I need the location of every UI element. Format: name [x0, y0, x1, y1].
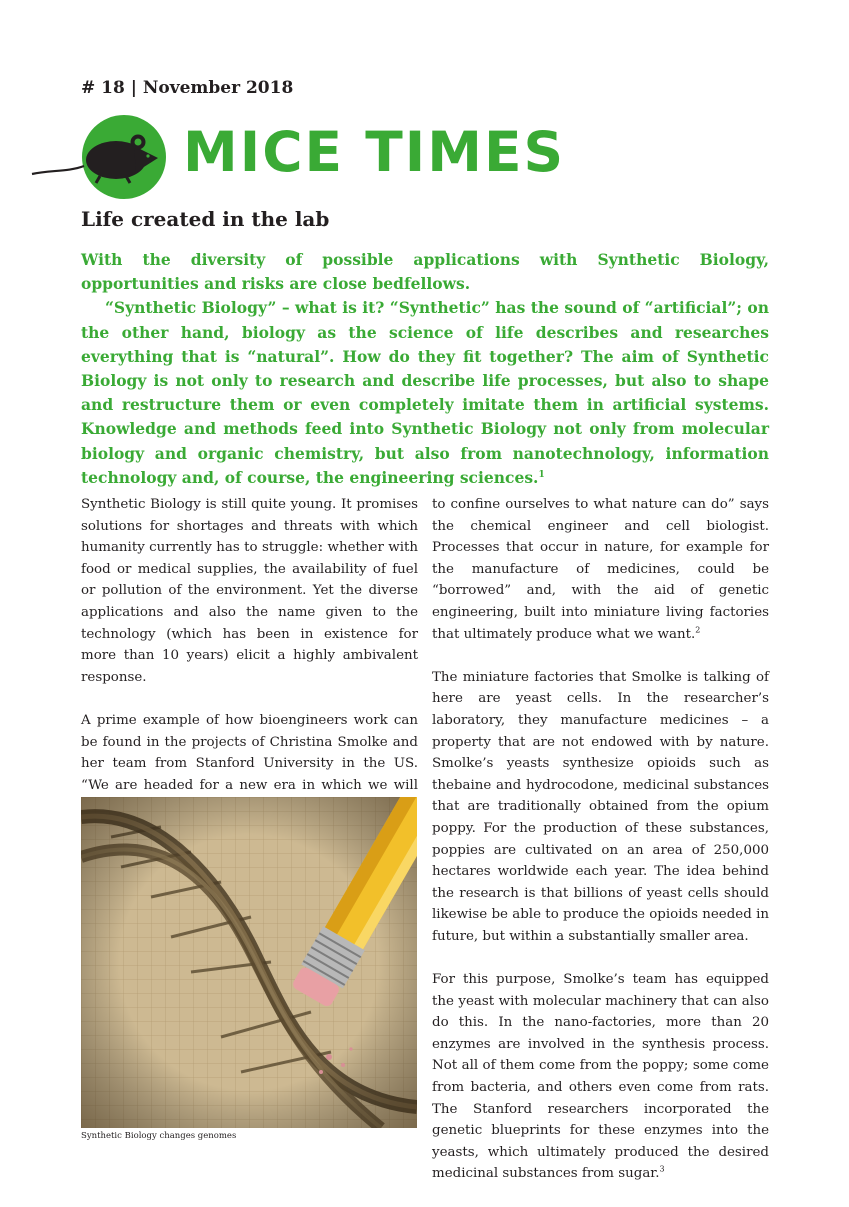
left-column: [81, 494, 418, 840]
mouse-logo-icon: [30, 112, 170, 202]
body-paragraph: A prime example of how bioengineers work can be found in the projects of Christina Smolke and her team from Stanford University in the US. “We are headed for a new era in which we will: [81, 712, 418, 793]
body-paragraph: The miniature factories that Smolke is talking of here are yeast cells. In the researcher’s laboratory, they manufacture medicines – a property that are not endowed with by nature. Smolke’s yeasts synthesize opioids such as thebaine and hydrocodone, medicinal substances that are traditionally obtained from the opium poppy. For the production of these substances, poppies are cultivated on an area of 250,000 hectares worldwide each year. The idea behind the research is that billions of yeast cells should likewise be able to produce the opioids needed in future, but within a substantially smaller area.: [432, 669, 769, 944]
body-paragraph: Synthetic Biology is still quite young. It promises solutions for shortages and threats with which humanity currently has to struggle: whether with food or medical supplies, the availability of fuel or pollution of the environment. Yet the diverse applications and also the name given to the technology (which has been in existence for more than 10 years) elicit a highly ambivalent response.: [81, 497, 418, 685]
lead-paragraph: [81, 248, 769, 490]
dna-pencil-illustration: [81, 797, 417, 1128]
footnote-ref: 2: [695, 625, 701, 635]
issue-label: # 18 | November 2018: [81, 78, 294, 98]
lead-sentence: With the diversity of possible applications with Synthetic Biology, opportunities and risks are close bedfellows.: [81, 250, 769, 294]
figure-caption: Synthetic Biology changes genomes: [81, 1131, 237, 1141]
body-paragraph: For this purpose, Smolke’s team has equipped the yeast with molecular machinery that can also do this. In the nano-factories, more than 20 enzymes are involved in the synthesis process. Not all of them come from the poppy; some come from bacteria, and others even come from rats. The Stanford researchers incorporated the genetic blueprints for these enzymes into the yeasts, which ultimately produced the desired medicinal substances from sugar.$^3$: [432, 972, 769, 1182]
footnote-ref: 1: [538, 469, 545, 480]
article-headline: Life created in the lab: [81, 207, 330, 231]
footnote-ref: 3: [659, 1164, 665, 1174]
masthead-title: MICE TIMES: [183, 120, 566, 184]
lead-body: “Synthetic Biology” – what is it? “Synthetic” has the sound of “artificial”; on the other hand, biology as the science of life describes and researches everything that is “natural”. How do they fit together? The aim of Synthetic Biology is not only to research and describe life processes, but also to shape and restructure them or even completely imitate them in artificial systems. Knowledge and methods feed into Synthetic Biology not only from molecular biology and organic chemistry, but also from nanotechnology, information technology and, of course, the engineering sciences.$^1$: [81, 298, 769, 487]
body-paragraph: to confine ourselves to what nature can do” says the chemical engineer and cell biologist. Processes that occur in nature, for example for the manufacture of medicines, could be “borrowed” and, with the aid of genetic engineering, built into miniature living factories that ultimately produce what we want.$^2$: [432, 497, 769, 642]
right-column: [432, 494, 769, 1207]
